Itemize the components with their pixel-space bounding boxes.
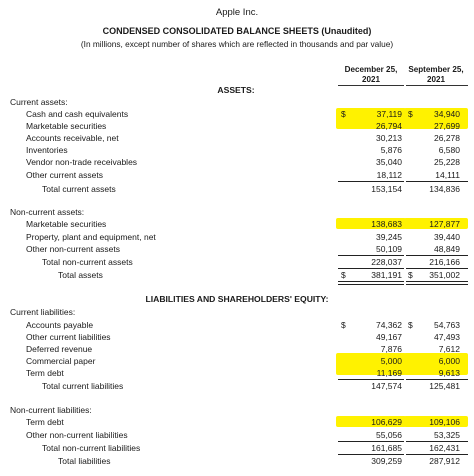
- value-dec-2021: 5,000: [380, 356, 402, 366]
- row-label: Marketable securities: [26, 121, 107, 131]
- total-double-rule: [338, 281, 404, 285]
- row-label: Property, plant and equipment, net: [26, 232, 156, 242]
- value-dec-2021: 74,362: [376, 320, 402, 330]
- value-sep-2021: 53,325: [434, 430, 460, 440]
- dollar-sign: $: [408, 320, 413, 330]
- row-label: Total non-current assets: [42, 257, 133, 267]
- column-header-sep-2021: [404, 65, 468, 85]
- value-dec-2021: 5,876: [380, 145, 402, 155]
- group-label-current-liabilities: Current liabilities:: [10, 307, 76, 317]
- row-label: Commercial paper: [26, 356, 96, 366]
- value-dec-2021: 228,037: [371, 257, 402, 267]
- value-sep-2021: 54,763: [434, 320, 460, 330]
- subtotal-rule: [406, 268, 468, 269]
- value-dec-2021: 309,259: [371, 456, 402, 466]
- column-header-rule: [406, 85, 468, 86]
- value-dec-2021: 50,109: [376, 244, 402, 254]
- value-sep-2021: 25,228: [434, 157, 460, 167]
- section-title-assets: ASSETS:: [217, 85, 255, 95]
- row-label: Term debt: [26, 417, 64, 427]
- value-dec-2021: 161,685: [371, 443, 402, 453]
- group-label-noncurrent-liabilities: Non-current liabilities:: [10, 405, 92, 415]
- statement-title: CONDENSED CONSOLIDATED BALANCE SHEETS (Unaudited): [102, 26, 372, 36]
- value-sep-2021: 6,580: [438, 145, 460, 155]
- column-header-rule: [338, 85, 404, 86]
- row-label: Total non-current liabilities: [42, 443, 141, 453]
- value-sep-2021: 7,612: [438, 344, 460, 354]
- column-header-line: 2021: [426, 75, 445, 84]
- value-sep-2021: 351,002: [429, 270, 460, 280]
- dollar-sign: $: [341, 109, 346, 119]
- subtotal-rule: [338, 268, 404, 269]
- value-dec-2021: 26,794: [376, 121, 402, 131]
- statement-subtitle: (In millions, except number of shares which are reflected in thousands and par value): [80, 39, 394, 49]
- value-dec-2021: 30,213: [376, 133, 402, 143]
- value-sep-2021: 287,912: [429, 456, 460, 466]
- subtotal-rule: [406, 379, 468, 380]
- row-label: Total current liabilities: [42, 381, 124, 391]
- value-dec-2021: 138,683: [371, 219, 402, 229]
- subtotal-rule: [406, 454, 468, 455]
- row-label: Term debt: [26, 368, 64, 378]
- value-sep-2021: 6,000: [438, 356, 460, 366]
- row-label: Marketable securities: [26, 219, 107, 229]
- row-label: Other current liabilities: [26, 332, 111, 342]
- value-sep-2021: 216,166: [429, 257, 460, 267]
- dollar-sign: $: [341, 270, 346, 280]
- value-sep-2021: 27,699: [434, 121, 460, 131]
- value-sep-2021: 127,877: [429, 219, 460, 229]
- row-label: Inventories: [26, 145, 68, 155]
- row-label: Total liabilities: [58, 456, 111, 466]
- subtotal-rule: [338, 441, 404, 442]
- company-name: Apple Inc.: [215, 7, 259, 18]
- row-label: Other current assets: [26, 170, 104, 180]
- group-label-current-assets: Current assets:: [10, 97, 68, 107]
- subtotal-rule: [338, 379, 404, 380]
- value-sep-2021: 26,278: [434, 133, 460, 143]
- section-title-liabilities: LIABILITIES AND SHAREHOLDERS' EQUITY:: [145, 294, 329, 304]
- value-dec-2021: 18,112: [376, 170, 402, 180]
- column-header-line: December 25,: [344, 65, 398, 74]
- row-label: Accounts receivable, net: [26, 133, 119, 143]
- value-dec-2021: 39,245: [376, 232, 402, 242]
- value-sep-2021: 47,493: [434, 332, 460, 342]
- dollar-sign: $: [408, 270, 413, 280]
- row-label: Other non-current assets: [26, 244, 121, 254]
- value-dec-2021: 55,056: [376, 430, 402, 440]
- value-dec-2021: 153,154: [371, 184, 402, 194]
- row-label: Vendor non-trade receivables: [26, 157, 138, 167]
- subtotal-rule: [406, 441, 468, 442]
- value-dec-2021: 7,876: [380, 344, 402, 354]
- value-dec-2021: 147,574: [371, 381, 402, 391]
- row-label: Total assets: [58, 270, 103, 280]
- total-double-rule: [406, 281, 468, 285]
- value-sep-2021: 34,940: [434, 109, 460, 119]
- subtotal-rule: [338, 255, 404, 256]
- subtotal-rule: [406, 255, 468, 256]
- value-dec-2021: 49,167: [376, 332, 402, 342]
- dollar-sign: $: [341, 320, 346, 330]
- value-sep-2021: 48,849: [434, 244, 460, 254]
- value-dec-2021: 381,191: [371, 270, 402, 280]
- value-dec-2021: 35,040: [376, 157, 402, 167]
- value-sep-2021: 125,481: [429, 381, 460, 391]
- value-sep-2021: 134,836: [429, 184, 460, 194]
- row-label: Total current assets: [42, 184, 116, 194]
- column-header-line: September 25,: [408, 65, 464, 74]
- value-sep-2021: 39,440: [434, 232, 460, 242]
- row-label: Cash and cash equivalents: [26, 109, 129, 119]
- subtotal-rule: [338, 181, 404, 182]
- subtotal-rule: [406, 181, 468, 182]
- row-label: Accounts payable: [26, 320, 94, 330]
- column-header-line: 2021: [361, 75, 380, 84]
- value-sep-2021: 162,431: [429, 443, 460, 453]
- group-label-noncurrent-assets: Non-current assets:: [10, 207, 85, 217]
- dollar-sign: $: [408, 109, 413, 119]
- value-dec-2021: 37,119: [376, 109, 402, 119]
- value-dec-2021: 11,169: [376, 368, 402, 378]
- value-dec-2021: 106,629: [371, 417, 402, 427]
- value-sep-2021: 109,106: [429, 417, 460, 427]
- value-sep-2021: 9,613: [438, 368, 460, 378]
- row-label: Other non-current liabilities: [26, 430, 128, 440]
- subtotal-rule: [338, 454, 404, 455]
- row-label: Deferred revenue: [26, 344, 93, 354]
- value-sep-2021: 14,111: [435, 170, 460, 180]
- column-header-dec-2021: [336, 65, 406, 85]
